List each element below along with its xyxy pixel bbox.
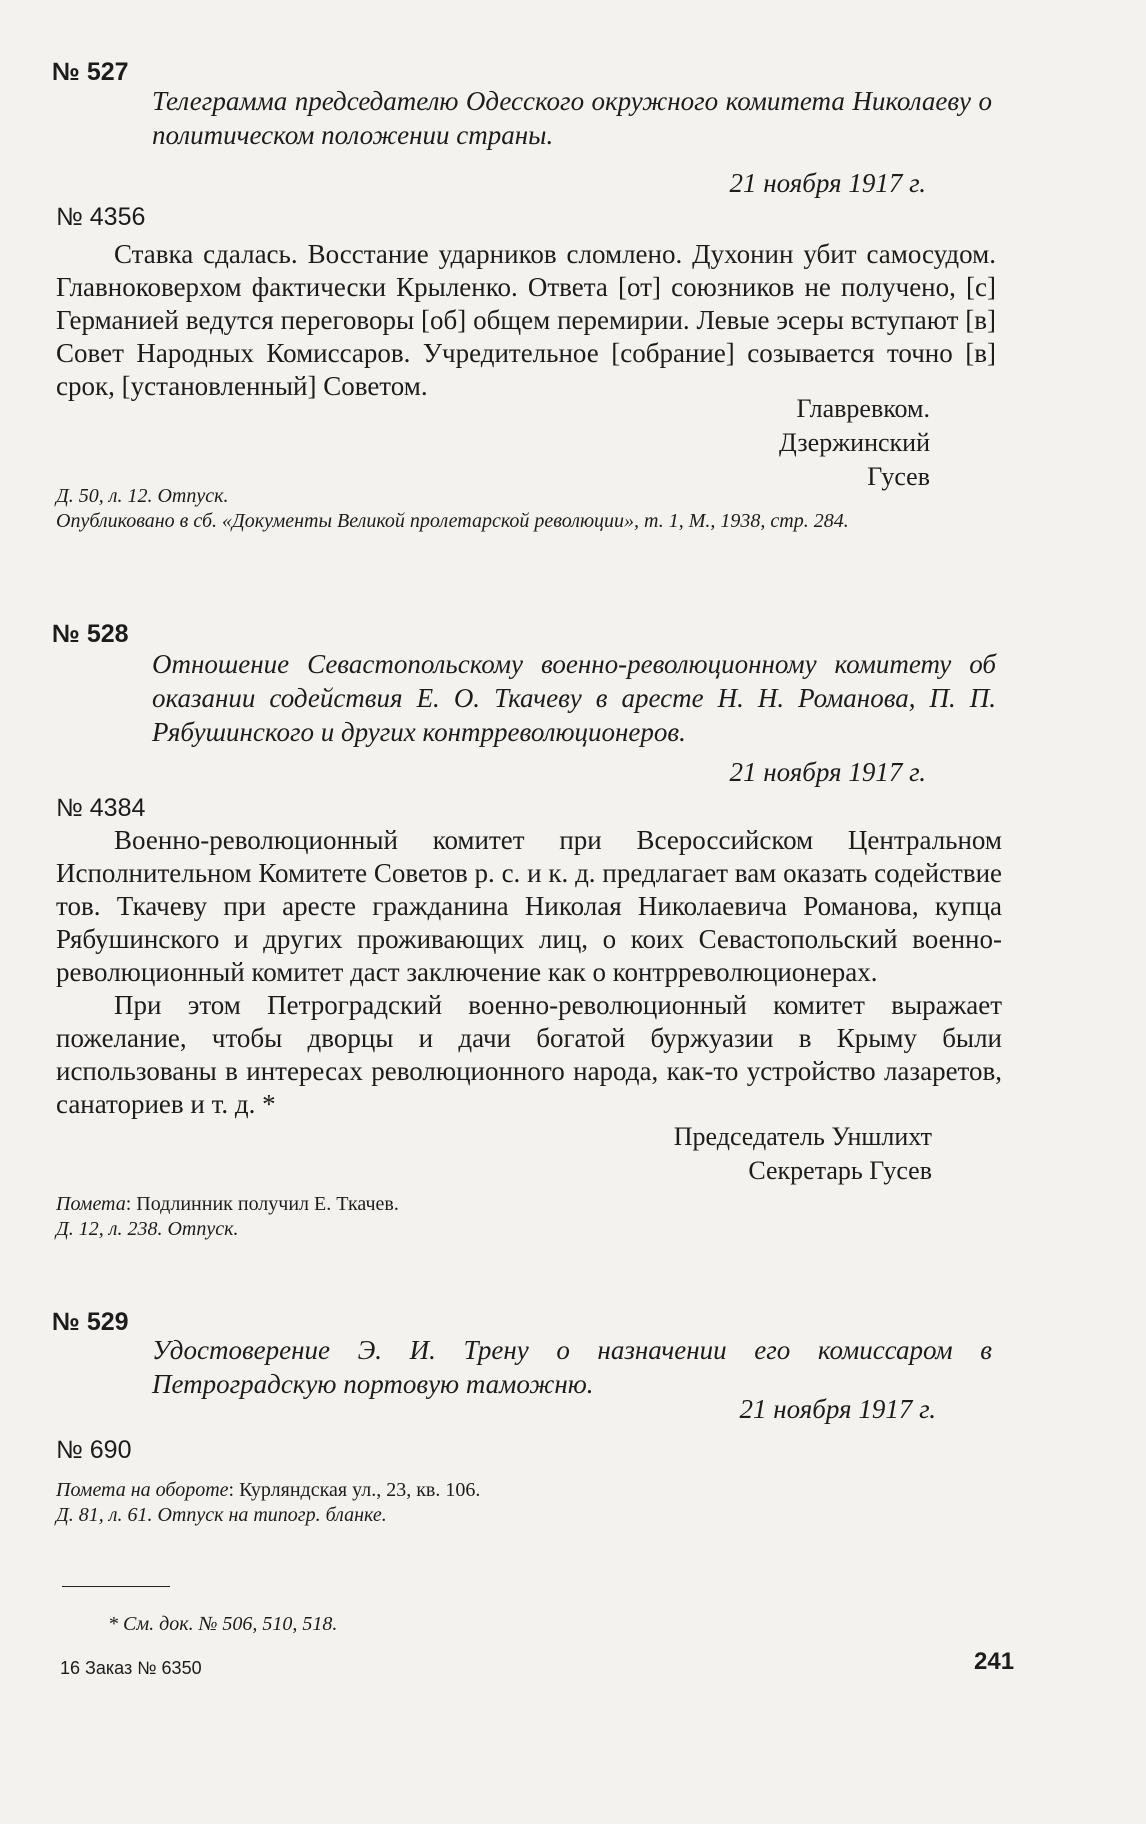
doc-528-notes [56,1192,1002,1242]
footnote [108,1612,337,1637]
doc-528-title: Отношение Севастопольскому военно-революционному комитету об оказании содействия Е. О. Ткачеву в аресте Н. Н. Романова, П. П. Рябушинского и других контрреволюционеров. [152,649,996,747]
doc-527-src-2: Опубликовано в сб. «Документы Великой пролетарской революции», т. 1, М., 1938, стр. 284. [56,510,849,532]
page-number: 241 [974,1648,1015,1675]
doc-528-reg-number: № 4384 [56,794,146,822]
doc-529-note-text: : Курляндская ул., 23, кв. 106. [228,1479,481,1501]
doc-528-sig-2: Секретарь Гусев [748,1156,932,1185]
doc-528-signatures [560,1120,932,1188]
doc-527-reg-number: № 4356 [56,203,146,231]
doc-529-number: № 529 [52,1308,129,1336]
doc-528-para-2: При этом Петроградский военно-революционный комитет выражает пожелание, чтобы дворцы и дачи богатой буржуазии в Крыму были использованы в интересах революционного народа, как-то устройство лазаретов, санаториев и т. д. * [56,990,1002,1119]
footnote-rule [62,1586,170,1587]
doc-527-date: 21 ноября 1917 г. [729,168,926,198]
doc-527-src-1: Д. 50, л. 12. Отпуск. [56,485,229,507]
doc-529-date: 21 ноября 1917 г. [739,1394,936,1424]
doc-528-body [56,824,1002,1121]
doc-528-para-1: Военно-революционный комитет при Всероссийском Центральном Исполнительном Комитете Советов р. с. и к. д. предлагает вам оказать содействие тов. Ткачеву при аресте гражданина Николая Николаевича Романова, купца Рябушинского и других проживающих лиц, о коих Севастопольский военно-революционный комитет даст заключение как о контрреволюционерах. [56,825,1002,987]
doc-528-number: № 528 [52,620,129,648]
doc-528-src: Д. 12, л. 238. Отпуск. [56,1218,239,1240]
doc-529-title: Удостоверение Э. И. Трену о назначении его комиссаром в Петроградскую портовую таможню. [152,1335,992,1399]
doc-527-sig-1: Главревком. [796,394,930,423]
doc-529-src: Д. 81, л. 61. Отпуск на типогр. бланке. [56,1504,387,1526]
doc-527-number: № 527 [52,58,129,86]
doc-528-date: 21 ноября 1917 г. [729,757,926,787]
doc-527-body [56,238,996,403]
doc-528-note-label: Помета [56,1193,126,1215]
doc-527-title: Телеграмма председателю Одесского окружного комитета Николаеву о политическом положении страны. [152,86,992,150]
doc-527-source [56,484,1002,534]
doc-528-sig-1: Председатель Уншлихт [673,1122,932,1151]
footnote-text: * См. док. № 506, 510, 518. [108,1613,338,1635]
doc-527-sig-3: Гусев [867,462,930,491]
doc-528-note-text: : Подлинник получил Е. Ткачев. [125,1193,399,1215]
doc-527-sig-2: Дзержинский [779,428,930,457]
doc-529-reg-number: № 690 [56,1436,132,1464]
doc-527-text: Ставка сдалась. Восстание ударников сломлено. Духонин убит самосудом. Главноковерхом фактически Крыленко. Ответа [от] союзников не получено, [с] Германией ведутся переговоры [об] общем перемирии. Левые эсеры вступают [в] Совет Народных Комиссаров. Учредительное [собрание] созывается точно [в] срок, [установленный] Советом. [56,239,996,401]
doc-529-note-label: Помета на обороте [56,1479,229,1501]
doc-527-signatures [600,392,930,494]
doc-529-notes [56,1478,1002,1528]
print-mark: 16 Заказ № 6350 [60,1658,202,1678]
